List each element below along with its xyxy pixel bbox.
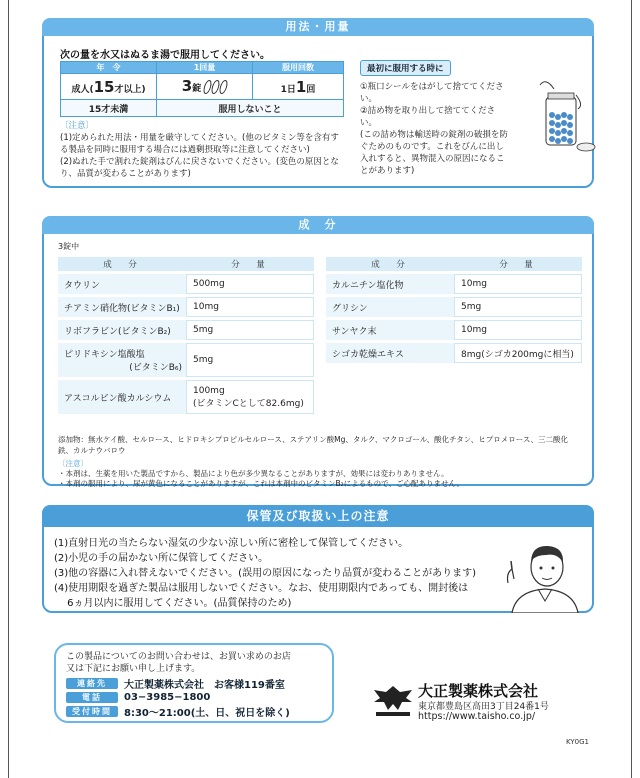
ingredients-table-left: 成 分 分 量 タウリン 500mg チアミン硝化物(ビタミンB₁) 10mg リボフラビン(ビタミンB₂) 5mg ピリドキシン塩酸塩 (ビタミンB₆) 5mg アスコルビン酸カルシウム 100mg (ビタミンCとして82.6mg) bbox=[58, 254, 314, 417]
table-row: シゴカ乾燥エキス 8mg(シゴカ200mgに相当) bbox=[326, 343, 582, 363]
document-code: KY0G1 bbox=[566, 738, 589, 746]
list-item: 6ヵ月以内に服用してください。(品質保持のため) bbox=[54, 598, 292, 609]
dosage-table bbox=[60, 61, 344, 117]
per-dose-label: 3錠中 bbox=[58, 242, 80, 251]
list-item: (3)他の容器に入れ替えないでください。(誤用の原因になったり品質が変わることがあります) bbox=[54, 568, 476, 579]
table-row: タウリン 500mg bbox=[58, 274, 314, 294]
ingredients-title: 成 分 bbox=[42, 216, 594, 234]
first-use-title: 最初に服用する時に bbox=[360, 60, 451, 76]
usage-instruction: 次の量を水又はぬるま湯で服用してください。 bbox=[60, 50, 270, 61]
table-row: 15才未満 服用しないこと bbox=[61, 100, 344, 117]
usage-title: 用法・用量 bbox=[42, 18, 594, 36]
pharmacist-illustration bbox=[502, 535, 588, 613]
table-row: 成人(15才以上) 3錠 1日1回 bbox=[61, 74, 344, 100]
table-row: ピリドキシン塩酸塩 (ビタミンB₆) 5mg bbox=[58, 343, 314, 377]
list-item: (2)小児の手の届かない所に保管してください。 bbox=[54, 553, 269, 564]
eagle-logo-icon bbox=[372, 682, 414, 720]
company-address: 東京都豊島区高田3丁目24番1号 bbox=[418, 702, 549, 712]
additives-text: 添加物：無水ケイ酸、セルロース、ヒドロキシプロピルセルロース、ステアリン酸Mg、タルク、マクロゴール、酸化チタン、ヒプロメロース、三二酸化鉄、カルナウバロウ bbox=[58, 435, 569, 455]
storage-title: 保管及び取扱い上の注意 bbox=[42, 505, 594, 527]
table-row: チアミン硝化物(ビタミンB₁) 10mg bbox=[58, 297, 314, 317]
usage-notes: 〔注意〕 (1)定められた用法・用量を厳守してください。(他のビタミン等を含有する製品を同時に服用する場合には過剰摂取等に注意してください) (2)ぬれた手で割れた錠剤はびんに戻さないでください。(変色の原因となり、品質が変わることがあります) bbox=[60, 121, 339, 179]
table-row: カルニチン塩化物 10mg bbox=[326, 274, 582, 294]
table-row: サンヤク末 10mg bbox=[326, 320, 582, 340]
dosage-header-dose: 1回量 bbox=[157, 62, 253, 74]
bottle-illustration bbox=[520, 75, 600, 155]
dosage-header-freq: 服用回数 bbox=[253, 62, 344, 74]
contact-row-phone: 電話 03−3985−1800 bbox=[66, 692, 322, 703]
company-url[interactable]: https://www.taisho.co.jp/ bbox=[418, 711, 536, 722]
company-name: 大正製薬株式会社 bbox=[418, 682, 539, 700]
contact-row-hours: 受付時間 8:30〜21:00(土、日、祝日を除く) bbox=[66, 704, 322, 719]
usage-section bbox=[42, 18, 594, 188]
storage-section bbox=[42, 505, 594, 613]
contact-row-company: 連絡先 大正製薬株式会社 お客様119番室 bbox=[66, 676, 322, 691]
table-row: グリシン 5mg bbox=[326, 297, 582, 317]
table-row: リボフラビン(ビタミンB₂) 5mg bbox=[58, 320, 314, 340]
dosage-header-age: 年 令 bbox=[61, 62, 157, 74]
storage-list bbox=[54, 536, 504, 611]
contact-box bbox=[54, 643, 334, 723]
contact-intro: この製品についてのお問い合わせは、お買い求めのお店 又は下記にお願い申し上げます。 bbox=[66, 652, 291, 674]
list-item: (4)使用期限を過ぎた製品は服用しないでください。なお、使用期限内であっても、開封後は bbox=[54, 583, 469, 594]
first-use-text: ①瓶口シールをはがして捨ててください。 ②詰め物を取り出して捨ててください。 (この詰め物は輸送時の錠剤の破損を防ぐためのものです。これをびんに出し入れすると、異物混入の原因になることがあります) bbox=[360, 82, 508, 176]
list-item: (1)直射日光の当たらない湿気の少ない涼しい所に密栓して保管してください。 bbox=[54, 538, 409, 549]
tablet-icon bbox=[203, 80, 227, 97]
ingredients-table-right: 成 分 分 量 カルニチン塩化物 10mg グリシン 5mg サンヤク末 10mg シゴカ乾燥エキス 8mg(シゴカ200mgに相当) bbox=[326, 254, 582, 366]
ingredients-notes: 〔注意〕 ・本剤は、生薬を用いた製品ですから、製品により色が多少異なることがありますが、効果には変わりありません。 ・本剤の服用により、尿が黄色になることがありますが、これは本剤中のビタミンB₂によるもので、ご心配ありません。 bbox=[58, 459, 464, 488]
ingredients-section bbox=[42, 216, 594, 486]
table-row: アスコルビン酸カルシウム 100mg (ビタミンCとして82.6mg) bbox=[58, 380, 314, 414]
